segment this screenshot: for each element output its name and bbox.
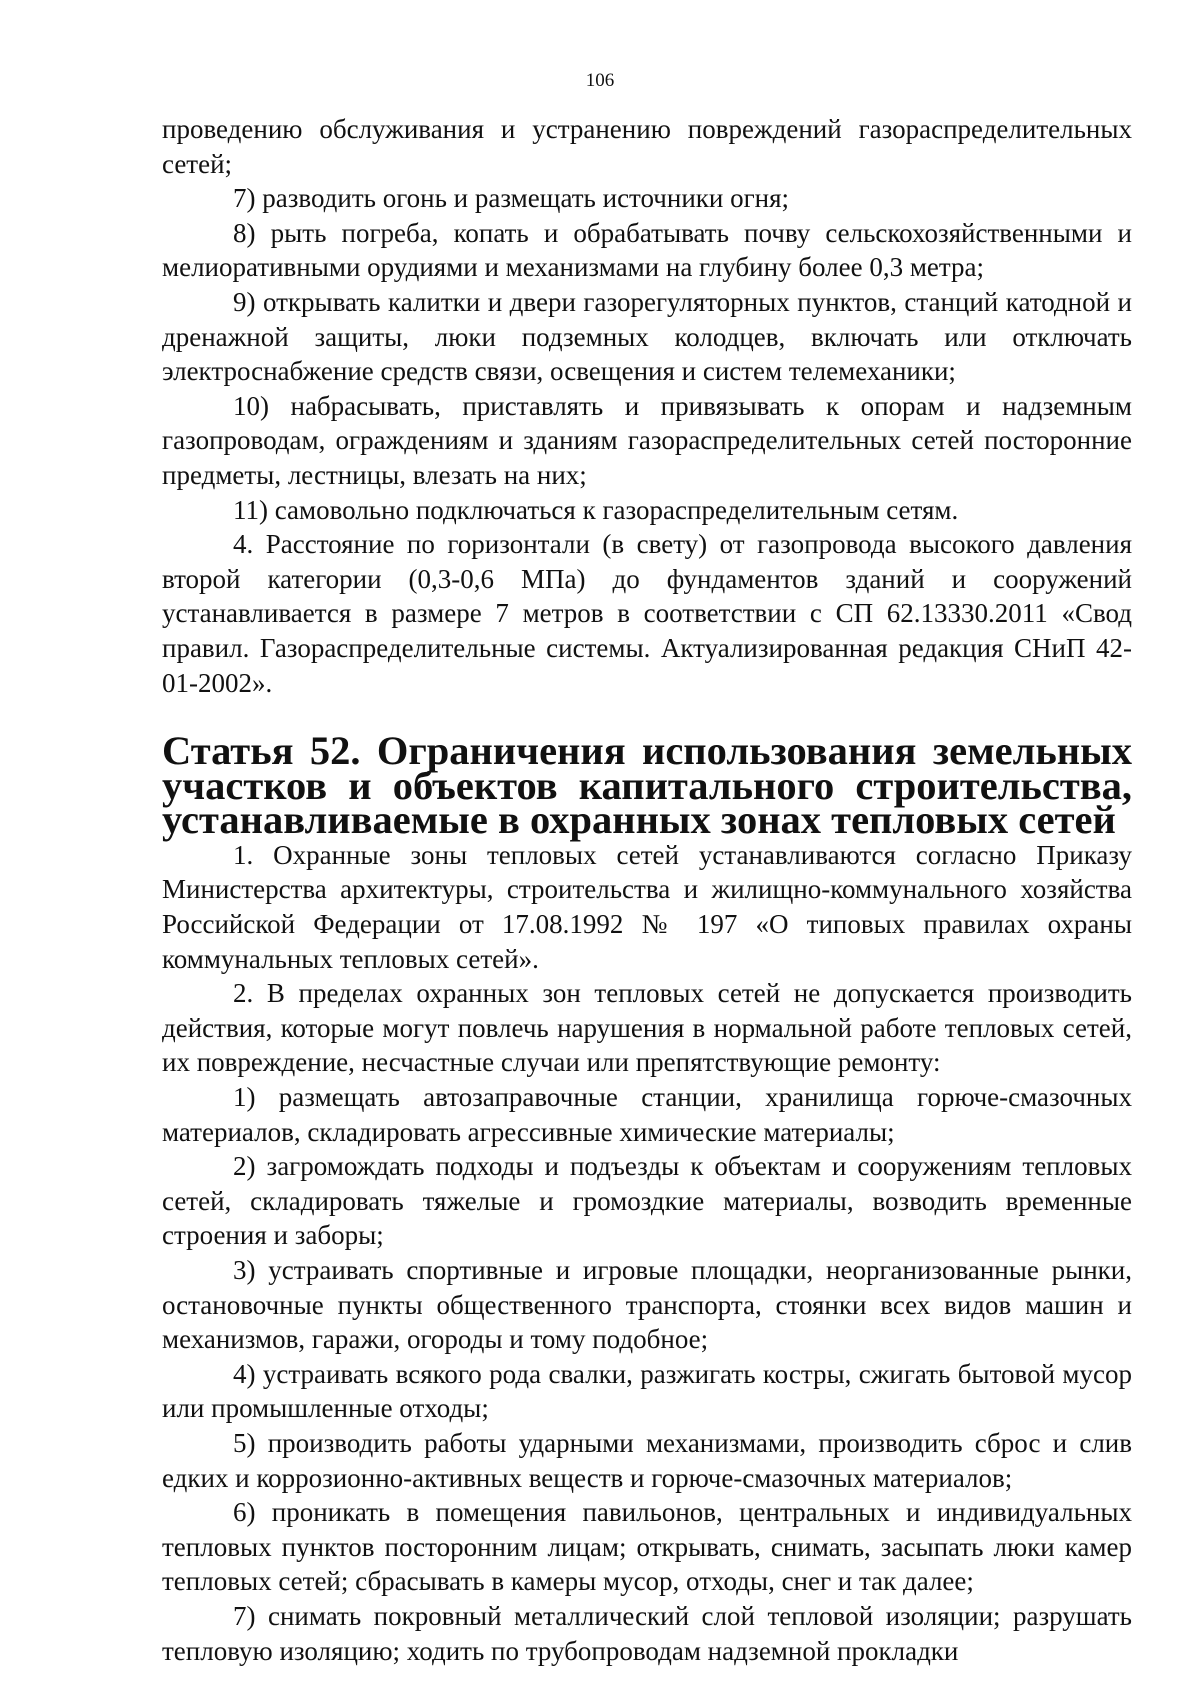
- paragraph: 1) размещать автозаправочные станции, хранилища горюче-смазочных материалов, складировать агрессивные химические материалы;: [162, 1082, 1132, 1147]
- paragraphs-after: [162, 838, 1132, 1668]
- paragraph: 11) самовольно подключаться к газораспределительным сетям.: [233, 494, 959, 525]
- paragraph: 1. Охранные зоны тепловых сетей устанавливаются согласно Приказу Министерства архитектуры, строительства и жилищно-коммунального хозяйства Российской Федерации от 17.08.1992 № 197 «О типовых правилах охраны коммунальных тепловых сетей».: [162, 839, 1132, 974]
- paragraph: 4. Расстояние по горизонтали (в свету) от газопровода высокого давления второй категории (0,3-0,6 МПа) до фундаментов зданий и сооружений устанавливается в размере 7 метров в соответствии с СП 62.13330.2011 «Свод правил. Газораспределительные системы. Актуализированная редакция СНиП 42-01-2002».: [162, 529, 1132, 698]
- paragraph: 2. В пределах охранных зон тепловых сетей не допускается производить действия, которые могут повлечь нарушения в нормальной работе тепловых сетей, их повреждение, несчастные случаи или препятствующие ремонту:: [162, 978, 1132, 1078]
- article-heading: Статья 52. Ограничения использования земельных участков и объектов капитального строительства, устанавливаемые в охранных зонах тепловых сетей: [162, 728, 1132, 843]
- paragraph: 3) устраивать спортивные и игровые площадки, неорганизованные рынки, остановочные пункты общественного транспорта, стоянки всех видов машин и механизмов, гаражи, огороды и тому подобное;: [162, 1255, 1132, 1355]
- paragraph: 5) производить работы ударными механизмами, производить сброс и слив едких и коррозионно-активных веществ и горюче-смазочных материалов;: [162, 1427, 1132, 1493]
- paragraph: 9) открывать калитки и двери газорегуляторных пунктов, станций катодной и дренажной защиты, люки подземных колодцев, включать или отключать электроснабжение средств связи, освещения и систем телемеханики;: [162, 286, 1132, 387]
- page-number: 106: [585, 70, 615, 91]
- paragraph: 10) набрасывать, приставлять и привязывать к опорам и надземным газопроводам, ограждениям и зданиям газораспределительных сетей посторонние предметы, лестницы, влезать на них;: [162, 390, 1132, 490]
- paragraph: 7) разводить огонь и размещать источники огня;: [233, 183, 790, 214]
- paragraph: 7) снимать покровный металлический слой тепловой изоляции; разрушать тепловую изоляцию; ходить по трубопроводам надземной прокладки: [162, 1600, 1132, 1666]
- paragraph: 8) рыть погреба, копать и обрабатывать почву сельскохозяйственными и мелиоративными орудиями и механизмами на глубину более 0,3 метра;: [162, 217, 1132, 283]
- paragraph: 4) устраивать всякого рода свалки, разжигать костры, сжигать бытовой мусор или промышленные отходы;: [162, 1358, 1132, 1424]
- paragraphs-before: [162, 112, 1132, 700]
- paragraph: 2) загромождать подходы и подъезды к объектам и сооружениям тепловых сетей, складировать тяжелые и громоздкие материалы, возводить временные строения и заборы;: [162, 1151, 1132, 1251]
- paragraph: проведению обслуживания и устранению повреждений газораспределительных сетей;: [162, 114, 1132, 179]
- page-content: [162, 112, 1132, 1668]
- paragraph: 6) проникать в помещения павильонов, центральных и индивидуальных тепловых пунктов посторонним лицам; открывать, снимать, засыпать люки камер тепловых сетей; сбрасывать в камеры мусор, отходы, снег и так далее;: [162, 1497, 1132, 1597]
